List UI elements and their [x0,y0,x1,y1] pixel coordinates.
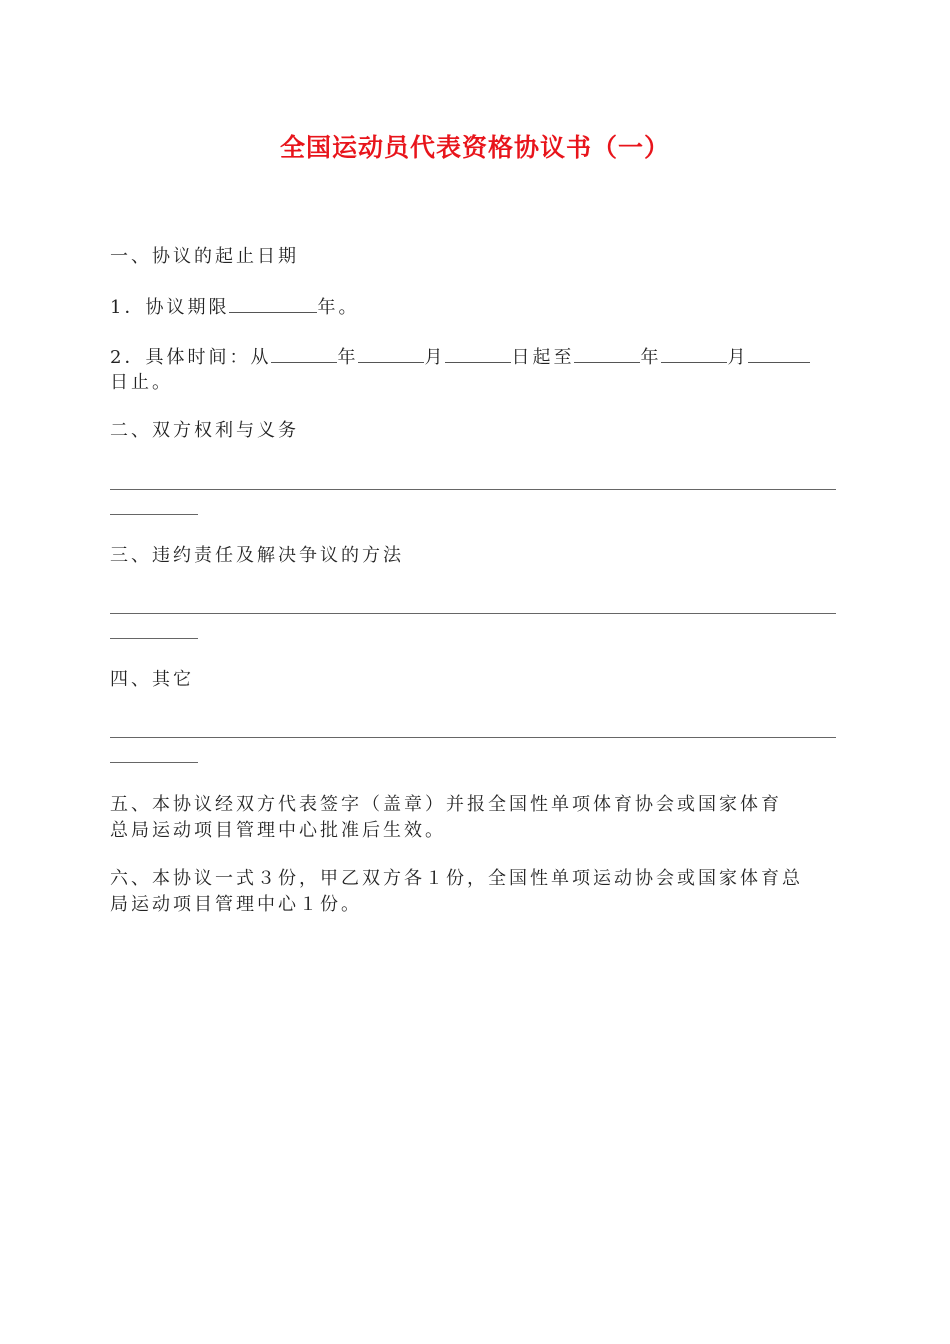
start-month-label: 月 [424,347,446,368]
section-5-line-2: 总局运动项目管理中心批准后生效。 [110,820,446,841]
end-month-label: 月 [727,347,749,368]
section-2-fill-line[interactable] [110,489,836,490]
end-day-blank[interactable] [748,344,810,363]
start-day-blank[interactable] [445,344,511,363]
period-line [110,344,842,371]
section-2-fill-line-end[interactable] [110,514,198,515]
section-4-fill-line[interactable] [110,737,836,738]
section-2-heading: 二、双方权利与义务 [110,420,299,441]
start-day-label: 日起至 [511,347,575,368]
start-month-blank[interactable] [358,344,424,363]
term-prefix: 1．协议期限 [110,297,230,318]
term-suffix: 年。 [317,297,360,318]
term-line [110,294,842,321]
term-years-blank[interactable] [229,294,317,313]
end-year-blank[interactable] [574,344,640,363]
period-prefix: 2．具体时间：从 [110,347,272,368]
start-year-blank[interactable] [271,344,337,363]
section-3-fill-line[interactable] [110,613,836,614]
section-4-fill-line-end[interactable] [110,762,198,763]
start-year-label: 年 [337,347,359,368]
section-6-line-1: 六、本协议一式３份，甲乙双方各１份，全国性单项运动协会或国家体育总 [110,868,803,889]
end-year-label: 年 [640,347,662,368]
section-5-line-1: 五、本协议经双方代表签字（盖章）并报全国性单项体育协会或国家体育 [110,794,782,815]
section-3-fill-line-end[interactable] [110,638,198,639]
section-4-heading: 四、其它 [110,669,194,690]
period-end-text: 日止。 [110,372,173,393]
end-month-blank[interactable] [661,344,727,363]
section-6-line-2: 局运动项目管理中心１份。 [110,894,362,915]
section-3-heading: 三、违约责任及解决争议的方法 [110,545,404,566]
section-1-heading: 一、协议的起止日期 [110,246,299,267]
document-title: 全国运动员代表资格协议书（一） [279,133,670,162]
